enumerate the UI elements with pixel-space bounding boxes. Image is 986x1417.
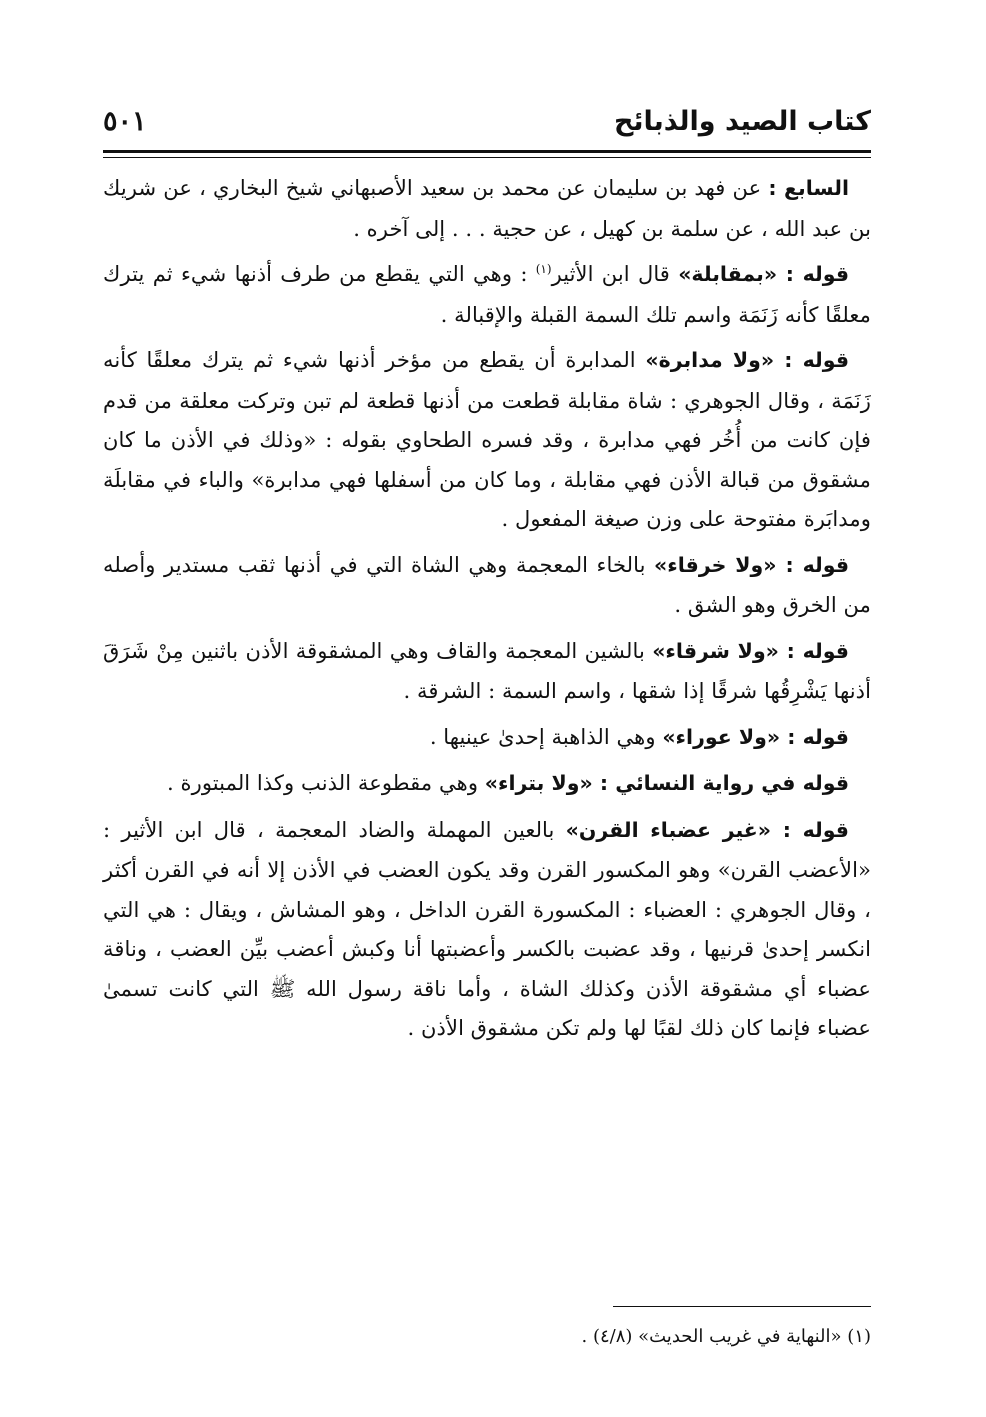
header-rule-thick xyxy=(103,150,871,153)
paragraph-text: عن فهد بن سليمان عن محمد بن سعيد الأصبهاني شيخ البخاري ، عن شريك بن عبد الله ، عن سلمة بن كهيل ، عن حجية . . . إلى آخره . xyxy=(103,175,871,241)
paragraph-3 xyxy=(103,340,871,539)
paragraph-lead: السابع : xyxy=(768,176,849,200)
paragraph-2 xyxy=(103,254,871,334)
header-rule-thin xyxy=(103,157,871,158)
paragraph-4 xyxy=(103,545,871,625)
paragraph-lead: قوله : «ولا خرقاء» xyxy=(654,552,850,577)
paragraph-text: بالعين المهملة والضاد المعجمة ، قال ابن الأثير : «الأعضب القرن» وهو المكسور القرن وقد يكون العضب في الأذن إلا أنه في القرن أكثر ، وقال الجوهري : العضباء : المكسورة القرن الداخل ، وهو المشاش ، ويقال : هي التي انكسر إحدىٰ قرنيها ، وقد عضبت بالكسر وأعضبتها أنا وكبش أعضب بيِّن العضب ، وناقة عضباء أي مشقوقة الأذن وكذلك الشاة ، وأما ناقة رسول الله ﷺ التي كانت تسمىٰ عضباء فإنما كان ذلك لقبًا لها ولم تكن مشقوق الأذن . xyxy=(103,816,871,1040)
footnote: (١) «النهاية في غريب الحديث» (٤/٨) . xyxy=(581,1326,871,1347)
running-header xyxy=(103,96,871,148)
paragraph-lead: قوله : «ولا شرقاء» xyxy=(652,638,849,663)
main-text xyxy=(103,168,871,1054)
footnote-reference[interactable]: (١) xyxy=(535,261,552,276)
paragraph-lead: قوله : «غير عضباء القرن» xyxy=(565,817,849,842)
page-number: ٥٠١ xyxy=(103,106,147,137)
paragraph-text: قال ابن الأثير xyxy=(551,261,679,286)
paragraph-7 xyxy=(103,763,871,804)
paragraph-lead: قوله : «بمقابلة» xyxy=(678,262,849,286)
paragraph-8 xyxy=(103,810,871,1048)
paragraph-1 xyxy=(103,168,871,248)
paragraph-text-cont: : وهي التي يقطع من طرف أذنها شيء ثم يترك معلقًا كأنه زَنَمَة واسم تلك السمة القبلة والإقبالة . xyxy=(103,261,871,327)
paragraph-6 xyxy=(103,717,871,758)
paragraph-text: وهي الذاهبة إحدىٰ عينيها . xyxy=(429,723,663,749)
paragraph-text: المدابرة أن يقطع من مؤخر أذنها شيء ثم يترك معلقًا كأنه زَنَمَة ، وقال الجوهري : شاة مقابلة قطعت من أذنها قطعة لم تبن وتركت معلقة من قدم فإن كانت من أُخُر فهي مدابرة ، وقد فسره الطحاوي بقوله : «وذلك في الأذن ما كان مشقوق من قبالة الأذن فهي مقابلة ، وما كان من أسفلها فهي مدابرة» والباء في مقابلَة ومدابَرة مفتوحة على وزن صيغة المفعول . xyxy=(103,347,871,531)
paragraph-text: بالخاء المعجمة وهي الشاة التي في أذنها ثقب مستدير وأصله من الخرق وهو الشق . xyxy=(103,551,871,617)
paragraph-text: وهي مقطوعة الذنب وكذا المبتورة . xyxy=(167,770,485,795)
paragraph-lead: قوله في رواية النسائي : «ولا بتراء» xyxy=(484,771,849,795)
header-title: كتاب الصيد والذبائح xyxy=(613,106,871,137)
paragraph-text: بالشين المعجمة والقاف وهي المشقوقة الأذن باثنين مِنْ شَرَقَ أذنها يَشْرِقُها شرقًا إذا شقها ، واسم السمة : الشرقة . xyxy=(103,637,871,703)
paragraph-lead: قوله : «ولا عوراء» xyxy=(662,724,849,749)
footnote-separator xyxy=(613,1306,871,1307)
paragraph-5 xyxy=(103,631,871,711)
paragraph-lead: قوله : «ولا مدابرة» xyxy=(645,348,849,372)
